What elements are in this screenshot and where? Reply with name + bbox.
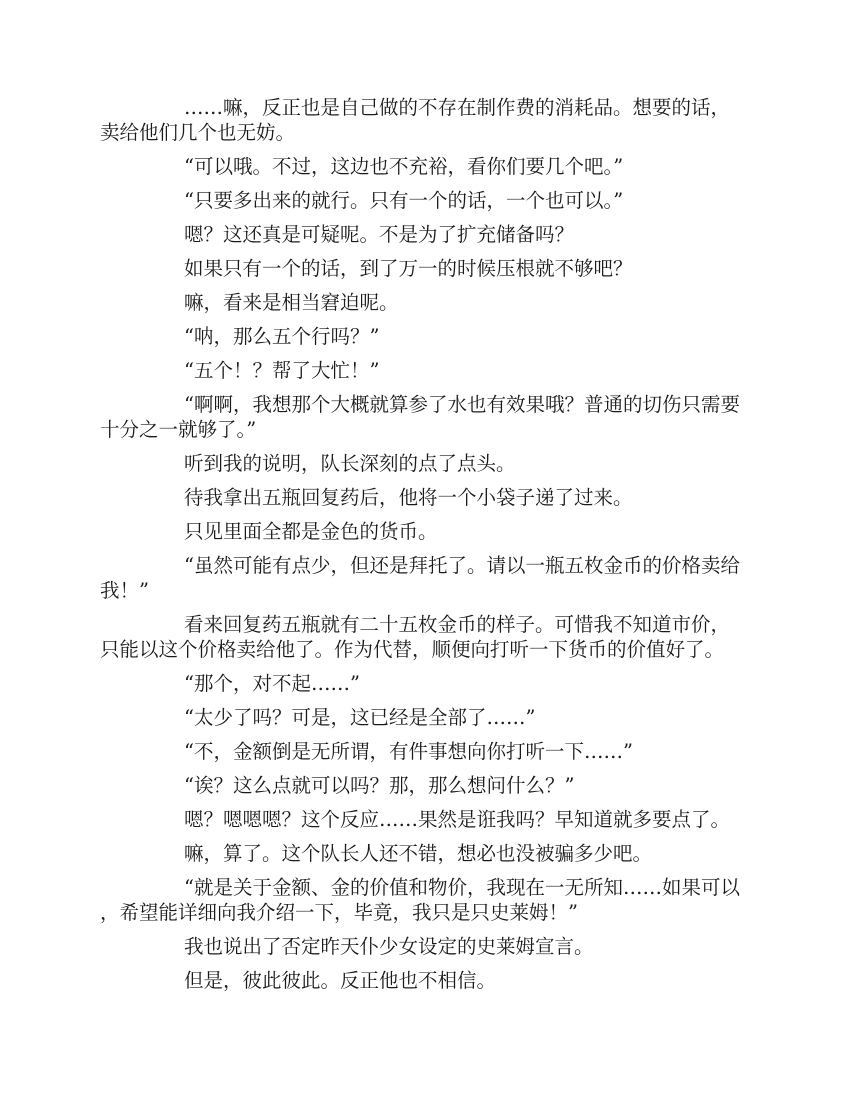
paragraph: “五个！？帮了大忙！” [184,359,380,382]
paragraph: 嗯？嗯嗯嗯？这个反应……果然是诳我吗？早知道就多要点了。 [184,808,731,831]
paragraph: “呐，那么五个行吗？” [184,325,380,348]
paragraph: 嗯？这还真是可疑呢。不是为了扩充储备吗？ [184,223,575,246]
paragraph: 只见里面全都是金色的货币。 [184,520,438,543]
paragraph: “太少了吗？可是，这已经是全部了……” [184,706,536,729]
paragraph: 嘛，算了。这个队长人还不错，想必也没被骗多少吧。 [184,842,653,865]
paragraph: “就是关于金额、金的价值和物价，我现在一无所知……如果可以，希望能详细向我介绍一下，毕竟，我只是只史莱姆！” [100,876,740,924]
paragraph: 如果只有一个的话，到了万一的时候压根就不够吧？ [184,257,633,280]
paragraph: 听到我的说明，队长深刻的点了点头。 [184,452,516,475]
document-page [100,95,746,1002]
paragraph: 待我拿出五瓶回复药后，他将一个小袋子递了过来。 [184,486,633,509]
paragraph: “那个，对不起……” [184,672,360,695]
paragraph: ……嘛，反正也是自己做的不存在制作费的消耗品。想要的话，卖给他们几个也无妨。 [100,96,731,144]
paragraph: 但是，彼此彼此。反正他也不相信。 [184,969,497,992]
paragraph: “诶？这么点就可以吗？那，那么想问什么？” [184,774,575,797]
paragraph: “只要多出来的就行。只有一个的话，一个也可以。” [184,189,624,212]
paragraph: 嘛，看来是相当窘迫呢。 [184,291,399,314]
paragraph: 看来回复药五瓶就有二十五枚金币的样子。可惜我不知道市价，只能以这个价格卖给他了。作为代替，顺便向打听一下货币的价值好了。 [100,613,731,661]
paragraph: “啊啊，我想那个大概就算参了水也有效果哦？普通的切伤只需要十分之一就够了。” [100,393,740,441]
paragraph: “虽然可能有点少，但还是拜托了。请以一瓶五枚金币的价格卖给我！” [100,554,740,602]
paragraph: 我也说出了否定昨天仆少女设定的史莱姆宣言。 [184,935,594,958]
paragraph: “可以哦。不过，这边也不充裕，看你们要几个吧。” [184,155,624,178]
paragraph: “不，金额倒是无所谓，有件事想向你打听一下……” [184,740,633,763]
